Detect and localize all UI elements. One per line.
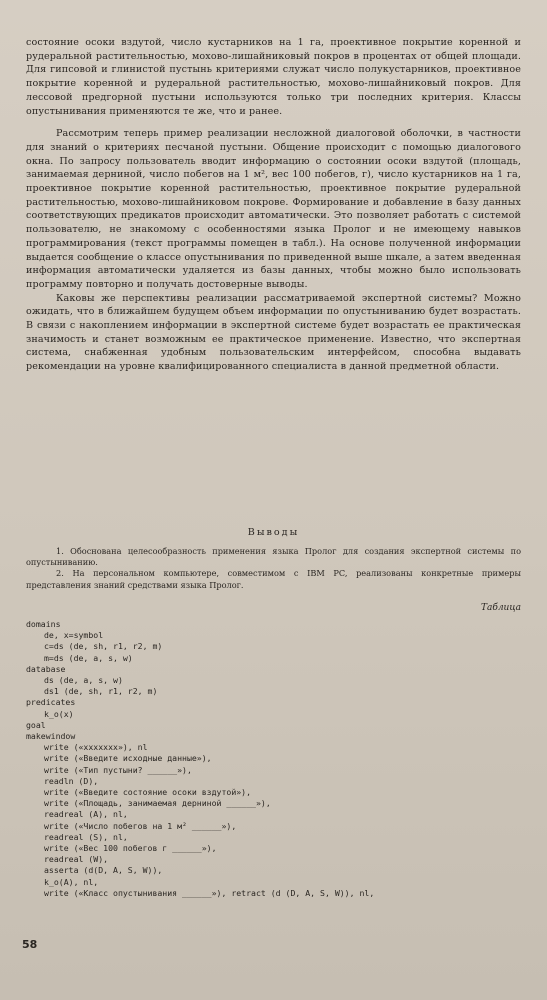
conclusion-2: 2. На персональном компьютере, совместимом с IBM PC, реализованы конкретные примеры представления знаний средствами языка Пролог. — [26, 568, 521, 590]
paragraph-3: Каковы же перспективы реализации рассматриваемой экспертной системы? Можно ожидать, что в ближайшем будущем объем информации по опустыниванию будет возрастать. В связи с накоплением информации в экспертной системе будет возрастать ее практическая значимость и станет возможным ее практическое применение. Известно, что экспертная система, снабженная удобным пользовательским интерфейсом, способна выдавать рекомендации на уровне квалифицированного специалиста в данной предметной области. — [26, 292, 521, 373]
program-line: write («Вес 100 побегов г ______»), — [44, 843, 217, 854]
program-line: write («Введите состояние осоки вздутой»), — [44, 787, 252, 798]
program-line: write («Тип пустыни? ______»), — [44, 764, 192, 775]
program-line: write («xxxxxxx»), nl — [44, 742, 148, 753]
table-caption: Таблица — [480, 603, 521, 613]
program-line: k_o(x) — [44, 708, 74, 719]
program-line: k_o(A), nl, — [44, 876, 99, 887]
program-line: readreal (A), nl, — [44, 809, 128, 820]
program-line: readreal (W), — [44, 854, 109, 865]
program-line: goal — [26, 719, 46, 730]
conclusion-1: 1. Обоснована целесообразность применения языка Пролог для создания экспертной системы по опустыниванию. — [26, 546, 521, 568]
program-table — [26, 603, 521, 899]
program-line: domains — [26, 619, 61, 629]
program-line: write («Класс опустынивания ______»), retract (d (D, A, S, W)), nl, — [44, 887, 375, 898]
program-line: asserta (d(D, A, S, W)), — [44, 865, 163, 876]
conclusions-heading: Выводы — [247, 527, 300, 538]
program-line: makewindow — [26, 731, 76, 742]
program-line: write («Площадь, занимаемая дерниной ______»), — [44, 798, 271, 809]
program-line: de, x=symbol — [44, 630, 104, 641]
program-listing — [26, 619, 521, 899]
program-line: predicates — [26, 697, 76, 708]
program-line: readln (D), — [44, 775, 99, 786]
program-line: c=ds (de, sh, r1, r2, m) — [44, 641, 163, 652]
paragraph-2: Рассмотрим теперь пример реализации несложной диалоговой оболочки, в частности для знаний о критериях песчаной пустыни. Общение происходит с помощью диалогового окна. По запросу пользователь вводит информацию о состоянии осоки вздутой (площадь, занимаемая дерниной, число побегов на 1 м², вес 100 побегов, г), число кустарников на 1 га, проективное покрытие коренной растительностью, проективное покрытие рудеральной растительностью, мохово-лишайниковом покрове. Формирование и добавление в базу данных соответствующих предикатов происходит автоматически. Это позволяет работать с системой пользователю, не знакомому с особенностями языка Пролог и не имеющему навыков программирования (текст программы помещен в табл.). На основе полученной информации выдается сообщение о классе опустынивания по приведенной выше шкале, а затем введенная информация автоматически удаляется из базы данных, чтобы можно было использовать программу повторно и получать достоверные выводы. — [26, 128, 521, 290]
paragraph-1: состояние осоки вздутой, число кустарников на 1 га, проективное покрытие коренной и рудеральной растительностью, мохово-лишайниковый покров в процентах от общей площади. Для гипсовой и глинистой пустынь критериями служат число полукустарников, проективное покрытие коренной и рудеральной растительностью, мохово-лишайниковый покров. Для лессовой предгорной пустыни используются только три последних критерия. Классы опустынивания применяются те же, что и ранее. — [26, 37, 521, 117]
page-number: 58 — [22, 938, 38, 951]
conclusions-section — [26, 527, 521, 591]
program-line: database — [26, 663, 66, 674]
program-line: write («Число побегов на 1 м² ______»), — [44, 820, 237, 831]
program-line: write («Введите исходные данные»), — [44, 753, 212, 764]
body-text — [26, 36, 521, 374]
program-line: m=ds (de, a, s, w) — [44, 652, 133, 663]
program-line: readreal (S), nl, — [44, 831, 128, 842]
program-line: ds1 (de, sh, r1, r2, m) — [44, 686, 158, 697]
program-line: ds (de, a, s, w) — [44, 675, 123, 686]
